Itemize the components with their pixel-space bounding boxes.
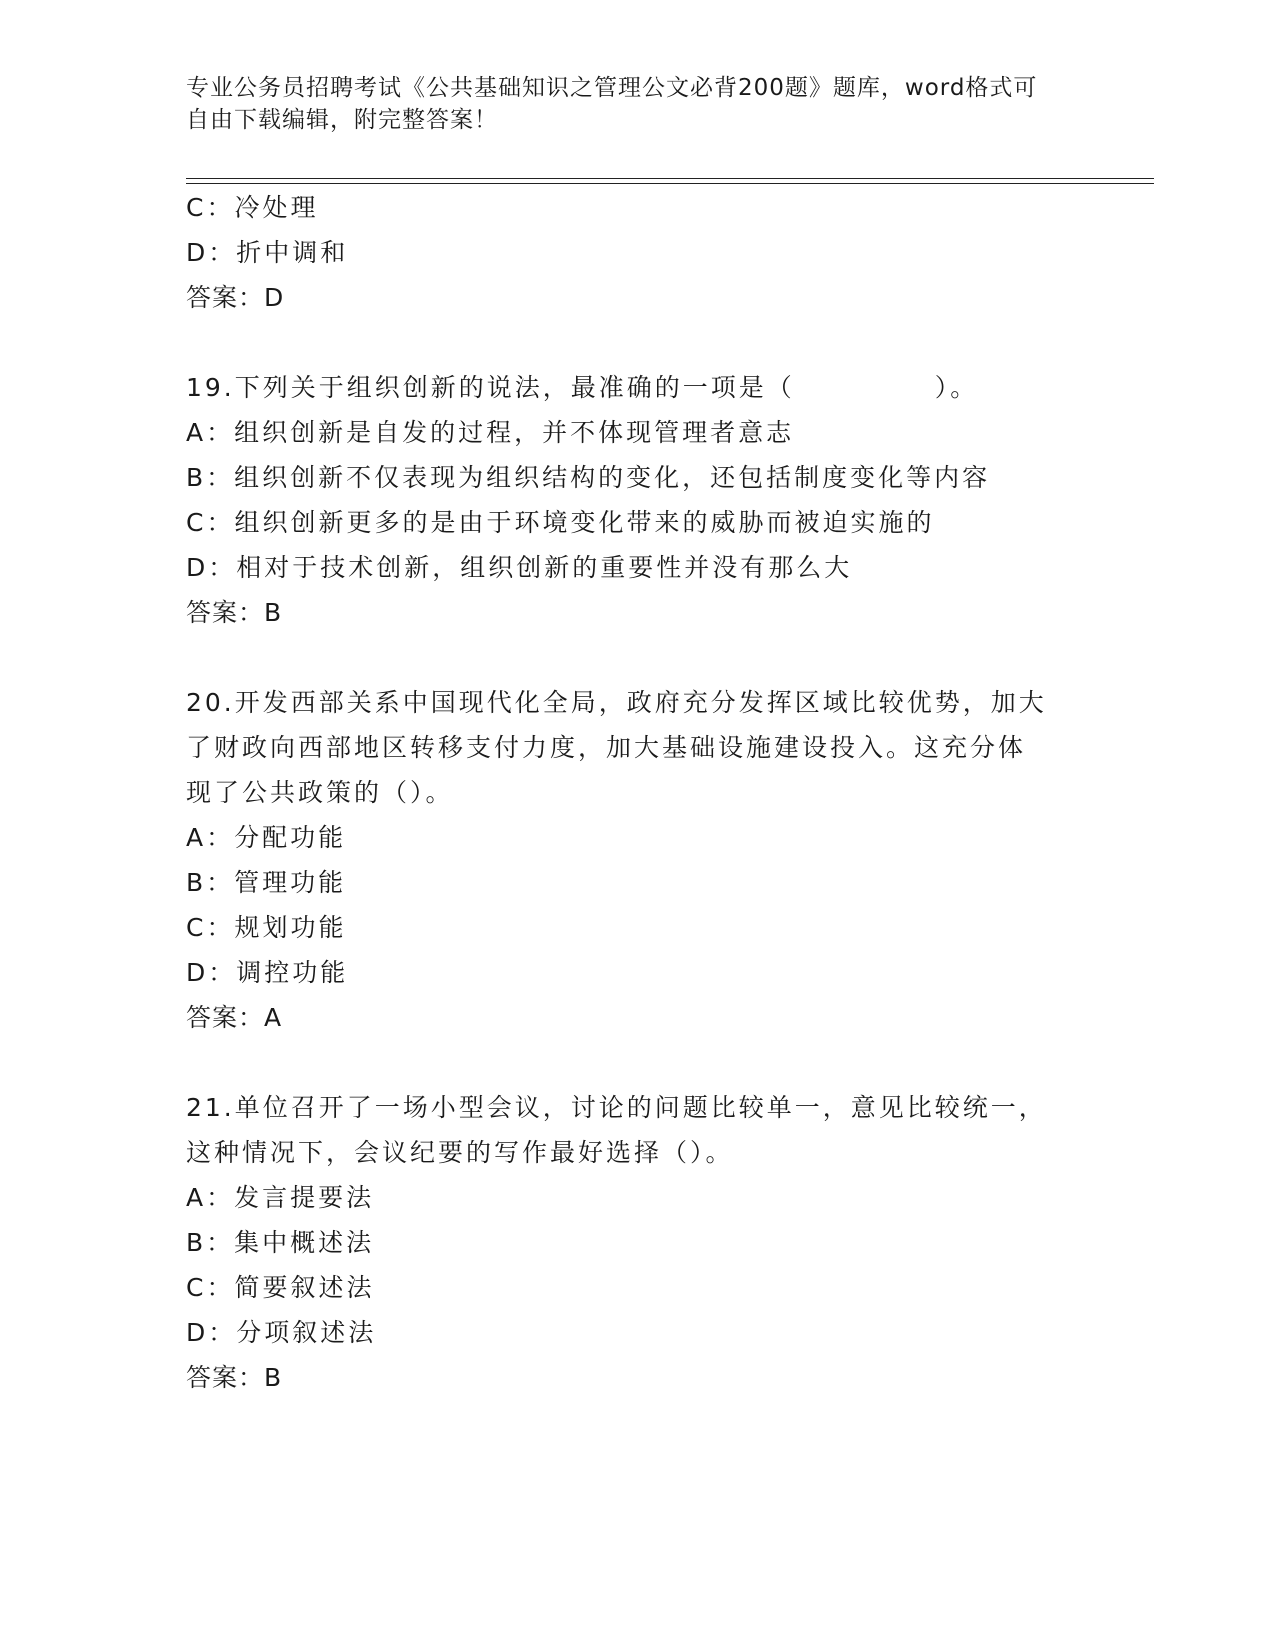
q21-stem-line-2: 这种情况下，会议纪要的写作最好选择（）。 — [186, 1138, 734, 1167]
q20-option-c: C：规划功能 — [186, 913, 347, 942]
q21-option-d: D：分项叙述法 — [186, 1318, 377, 1347]
prev-option-d: D：折中调和 — [186, 238, 349, 267]
header-rule-top — [186, 178, 1154, 179]
q19-option-a: A：组织创新是自发的过程，并不体现管理者意志 — [186, 418, 795, 447]
q20-stem-line-1: 20.开发西部关系中国现代化全局，政府充分发挥区域比较优势，加大 — [186, 688, 1047, 717]
q19-option-b: B：组织创新不仅表现为组织结构的变化，还包括制度变化等内容 — [186, 463, 991, 492]
q21-option-b: B：集中概述法 — [186, 1228, 375, 1257]
q19-option-d: D：相对于技术创新，组织创新的重要性并没有那么大 — [186, 553, 853, 582]
document-header — [186, 72, 1086, 136]
q20-stem-line-2: 了财政向西部地区转移支付力度，加大基础设施建设投入。这充分体 — [186, 733, 1027, 762]
header-line-1: 专业公务员招聘考试《公共基础知识之管理公文必背200题》题库，word格式可 — [186, 75, 1038, 101]
header-line-2: 自由下载编辑，附完整答案！ — [186, 107, 498, 133]
header-rule-bottom — [186, 183, 1154, 184]
q20-option-d: D：调控功能 — [186, 958, 349, 987]
q20-stem-line-3: 现了公共政策的（）。 — [186, 778, 454, 807]
q19-answer: 答案：B — [186, 598, 283, 627]
q20-option-a: A：分配功能 — [186, 823, 347, 852]
q21-stem-line-1: 21.单位召开了一场小型会议，讨论的问题比较单一，意见比较统一， — [186, 1093, 1047, 1122]
q19-stem: 19.下列关于组织创新的说法，最准确的一项是（ ）。 — [186, 373, 979, 402]
q19-option-c: C：组织创新更多的是由于环境变化带来的威胁而被迫实施的 — [186, 508, 935, 537]
prev-answer: 答案：D — [186, 283, 285, 312]
q20-answer: 答案：A — [186, 1003, 283, 1032]
q21-option-a: A：发言提要法 — [186, 1183, 375, 1212]
q21-answer: 答案：B — [186, 1363, 283, 1392]
q21-option-c: C：简要叙述法 — [186, 1273, 375, 1302]
prev-option-c: C：冷处理 — [186, 193, 319, 222]
q20-option-b: B：管理功能 — [186, 868, 347, 897]
